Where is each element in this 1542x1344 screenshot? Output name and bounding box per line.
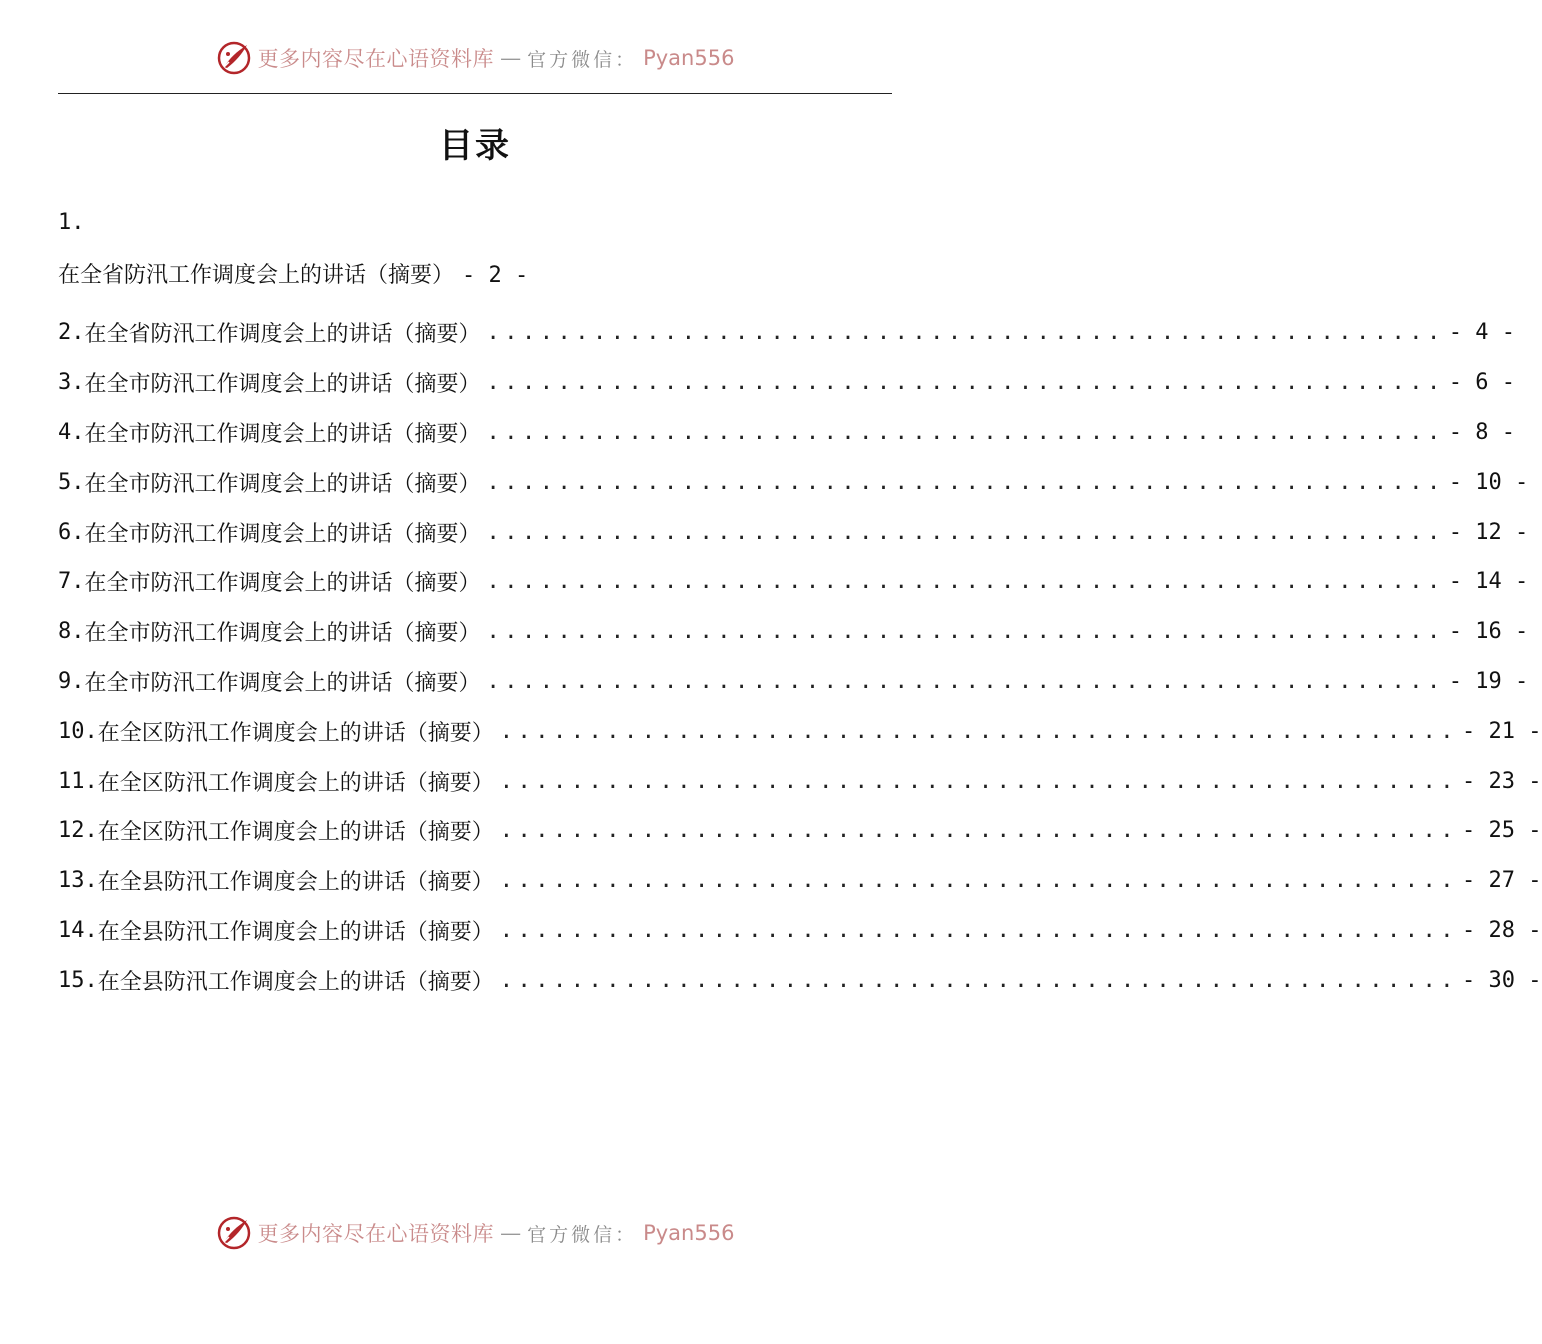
header-slogan: 更多内容尽在心语资料库 bbox=[257, 47, 495, 71]
toc-item[interactable] bbox=[58, 706, 1542, 756]
toc-item-number: 13. bbox=[58, 868, 98, 894]
toc-item-number: 12. bbox=[58, 818, 98, 844]
toc-item-page: - 28 - bbox=[1462, 917, 1542, 943]
toc-item-1-text: 在全省防汛工作调度会上的讲话（摘要） bbox=[58, 263, 455, 288]
toc-item-number: 14. bbox=[58, 917, 98, 943]
toc-item-page: - 12 - bbox=[1448, 519, 1529, 545]
toc-item[interactable] bbox=[58, 457, 1529, 507]
toc-item-page: - 30 - bbox=[1462, 967, 1542, 993]
toc-item[interactable] bbox=[58, 906, 1542, 956]
toc-item-page: - 8 - bbox=[1448, 419, 1515, 445]
toc-item-number: 6. bbox=[58, 519, 85, 545]
toc-item[interactable] bbox=[58, 856, 1542, 906]
toc-item-number: 11. bbox=[58, 768, 98, 794]
dot-leader: ...................................................... bbox=[486, 519, 1445, 545]
dot-leader: ...................................................... bbox=[486, 619, 1445, 645]
header-separator: — bbox=[500, 46, 522, 70]
toc-item-page: - 21 - bbox=[1462, 718, 1542, 744]
dot-leader: ...................................................... bbox=[486, 370, 1445, 396]
quill-logo-icon bbox=[216, 40, 252, 76]
toc-item-page: - 23 - bbox=[1462, 768, 1542, 794]
toc-item[interactable] bbox=[58, 756, 1542, 806]
toc-item-number: 8. bbox=[58, 619, 85, 645]
toc-item[interactable] bbox=[58, 507, 1529, 557]
toc-list bbox=[58, 308, 1542, 1005]
header-divider bbox=[58, 93, 892, 94]
footer-slogan: 更多内容尽在心语资料库 bbox=[257, 1222, 495, 1246]
toc-item-number: 4. bbox=[58, 419, 85, 445]
toc-item-1-page: - 2 - bbox=[462, 263, 529, 288]
toc-item-page: - 4 - bbox=[1448, 320, 1515, 346]
toc-item-number: 15. bbox=[58, 967, 98, 993]
toc-item-text: 在全区防汛工作调度会上的讲话（摘要） bbox=[97, 720, 494, 746]
toc-item-text: 在全区防汛工作调度会上的讲话（摘要） bbox=[97, 820, 494, 846]
footer-wechat-label: 官方微信： bbox=[527, 1223, 638, 1246]
toc-item-page: - 19 - bbox=[1448, 668, 1529, 694]
dot-leader: ...................................................... bbox=[486, 419, 1445, 445]
dot-leader: ...................................................... bbox=[499, 967, 1459, 993]
header-wechat-handle: Pyan556 bbox=[643, 46, 735, 70]
toc-item-text: 在全区防汛工作调度会上的讲话（摘要） bbox=[97, 770, 494, 796]
toc-item-number: 7. bbox=[58, 569, 85, 595]
toc-item-number: 2. bbox=[58, 320, 85, 346]
toc-item-text: 在全省防汛工作调度会上的讲话（摘要） bbox=[84, 322, 481, 348]
toc-item[interactable] bbox=[58, 308, 1515, 358]
page-title: 目录 bbox=[439, 126, 511, 166]
toc-item-text: 在全市防汛工作调度会上的讲话（摘要） bbox=[84, 621, 481, 647]
toc-item-1[interactable] bbox=[58, 258, 528, 289]
toc-item-text: 在全县防汛工作调度会上的讲话（摘要） bbox=[97, 919, 494, 945]
toc-item[interactable] bbox=[58, 557, 1529, 607]
toc-item-number: 9. bbox=[58, 668, 85, 694]
toc-item-number: 5. bbox=[58, 469, 85, 495]
dot-leader: ...................................................... bbox=[486, 668, 1445, 694]
toc-item-text: 在全市防汛工作调度会上的讲话（摘要） bbox=[84, 521, 481, 547]
dot-leader: ...................................................... bbox=[486, 320, 1445, 346]
toc-item-text: 在全市防汛工作调度会上的讲话（摘要） bbox=[84, 471, 481, 497]
dot-leader: ...................................................... bbox=[499, 917, 1459, 943]
dot-leader: ...................................................... bbox=[486, 469, 1445, 495]
header-wechat-label: 官方微信： bbox=[527, 48, 638, 71]
toc-item-page: - 10 - bbox=[1448, 469, 1529, 495]
dot-leader: ...................................................... bbox=[499, 868, 1459, 894]
footer-banner bbox=[0, 1211, 950, 1255]
quill-logo-icon bbox=[216, 1215, 252, 1251]
toc-item-number: 3. bbox=[58, 370, 85, 396]
toc-item[interactable] bbox=[58, 607, 1529, 657]
toc-item[interactable] bbox=[58, 358, 1515, 408]
dot-leader: ...................................................... bbox=[499, 768, 1459, 794]
dot-leader: ...................................................... bbox=[499, 718, 1459, 744]
toc-item-page: - 16 - bbox=[1448, 619, 1529, 645]
toc-item-number: 10. bbox=[58, 718, 98, 744]
toc-item-text: 在全县防汛工作调度会上的讲话（摘要） bbox=[97, 969, 494, 995]
toc-item-page: - 25 - bbox=[1462, 818, 1542, 844]
toc-item[interactable] bbox=[58, 955, 1542, 1005]
dot-leader: ...................................................... bbox=[486, 569, 1445, 595]
toc-item-page: - 6 - bbox=[1448, 370, 1515, 396]
header-banner bbox=[0, 36, 950, 80]
footer-wechat-handle: Pyan556 bbox=[643, 1221, 735, 1245]
toc-item[interactable] bbox=[58, 408, 1515, 458]
footer-separator: — bbox=[500, 1221, 522, 1245]
toc-item-text: 在全县防汛工作调度会上的讲话（摘要） bbox=[97, 870, 494, 896]
toc-item[interactable] bbox=[58, 657, 1529, 707]
toc-item-text: 在全市防汛工作调度会上的讲话（摘要） bbox=[84, 372, 481, 398]
dot-leader: ...................................................... bbox=[499, 818, 1459, 844]
toc-item[interactable] bbox=[58, 806, 1542, 856]
toc-item-text: 在全市防汛工作调度会上的讲话（摘要） bbox=[84, 421, 481, 447]
toc-item-text: 在全市防汛工作调度会上的讲话（摘要） bbox=[84, 571, 481, 597]
toc-item-page: - 14 - bbox=[1448, 569, 1529, 595]
toc-item-page: - 27 - bbox=[1462, 868, 1542, 894]
toc-item-text: 在全市防汛工作调度会上的讲话（摘要） bbox=[84, 670, 481, 696]
toc-item-1-number: 1. bbox=[58, 210, 85, 235]
